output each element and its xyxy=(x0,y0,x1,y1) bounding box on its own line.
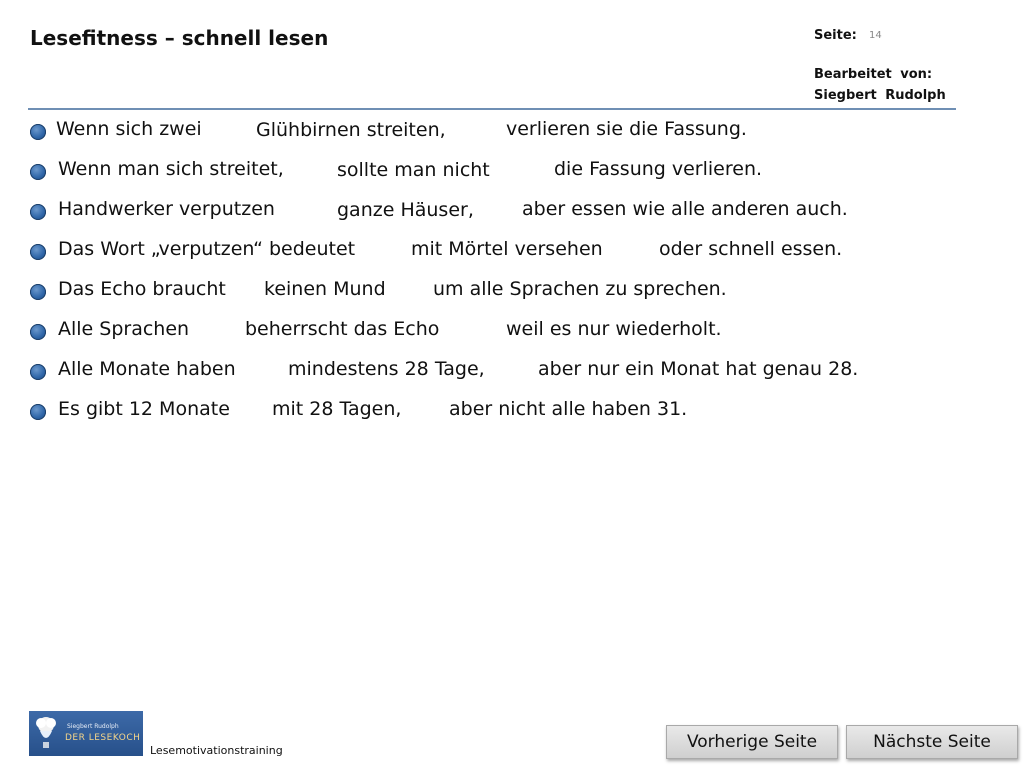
phrase-line-2-part-3: die Fassung verlieren. xyxy=(554,158,763,180)
phrase-line-6-part-3: weil es nur wiederholt. xyxy=(506,318,722,340)
page-label: Seite: xyxy=(814,28,857,43)
bullet-icon xyxy=(30,124,46,140)
phrase-line-7-part-1: Alle Monate haben xyxy=(58,358,236,380)
phrase-line-1-part-3: verlieren sie die Fassung. xyxy=(506,118,747,140)
phrase-line-4-part-3: oder schnell essen. xyxy=(659,238,843,260)
phrase-line-5-part-2: keinen Mund xyxy=(264,278,386,300)
phrase-line-8-part-3: aber nicht alle haben 31. xyxy=(449,398,688,420)
bullet-icon xyxy=(30,364,46,380)
phrase-line-1-part-1: Wenn sich zwei xyxy=(56,118,202,140)
phrase-line-6-part-2: beherrscht das Echo xyxy=(245,318,440,340)
lesekoch-logo xyxy=(29,711,143,756)
edited-by-label: Bearbeitet von: xyxy=(814,67,933,82)
phrase-line-8-part-1: Es gibt 12 Monate xyxy=(58,398,230,420)
phrase-line-2-part-2: sollte man nicht xyxy=(337,159,490,181)
bullet-icon xyxy=(30,404,46,420)
phrase-line-6-part-1: Alle Sprachen xyxy=(58,318,190,340)
phrase-line-8-part-2: mit 28 Tagen, xyxy=(272,398,402,420)
footer-label: Lesemotivationstraining xyxy=(150,744,283,757)
phrase-line-7-part-3: aber nur ein Monat hat genau 28. xyxy=(538,358,859,380)
phrase-line-5-part-1: Das Echo braucht xyxy=(58,278,226,300)
next-page-button[interactable]: Nächste Seite xyxy=(846,725,1018,759)
page-title: Lesefitness – schnell lesen xyxy=(30,26,329,50)
bullet-icon xyxy=(30,204,46,220)
author-name: Siegbert Rudolph xyxy=(814,88,946,103)
bullet-icon xyxy=(30,324,46,340)
logo-author-text: Siegbert Rudolph xyxy=(67,723,119,730)
phrase-line-2-part-1: Wenn man sich streitet, xyxy=(58,158,284,180)
header-rule xyxy=(28,108,956,110)
phrase-line-5-part-3: um alle Sprachen zu sprechen. xyxy=(433,278,727,300)
phrase-line-1-part-2: Glühbirnen streiten, xyxy=(256,119,446,141)
bullet-icon xyxy=(30,164,46,180)
bullet-icon xyxy=(30,284,46,300)
bullet-icon xyxy=(30,244,46,260)
previous-page-button[interactable]: Vorherige Seite xyxy=(666,725,838,759)
phrase-line-3-part-1: Handwerker verputzen xyxy=(58,198,275,220)
logo-brand-text: DER LESEKOCH xyxy=(65,733,141,743)
phrase-line-4-part-2: mit Mörtel versehen xyxy=(411,238,603,260)
lightbulb-logo-icon xyxy=(33,715,59,751)
phrase-line-4-part-1: Das Wort „verputzen“ bedeutet xyxy=(58,238,356,260)
phrase-line-3-part-3: aber essen wie alle anderen auch. xyxy=(522,198,848,220)
phrase-line-3-part-2: ganze Häuser, xyxy=(337,199,474,221)
phrase-line-7-part-2: mindestens 28 Tage, xyxy=(288,358,485,380)
page-number: 14 xyxy=(869,30,882,41)
